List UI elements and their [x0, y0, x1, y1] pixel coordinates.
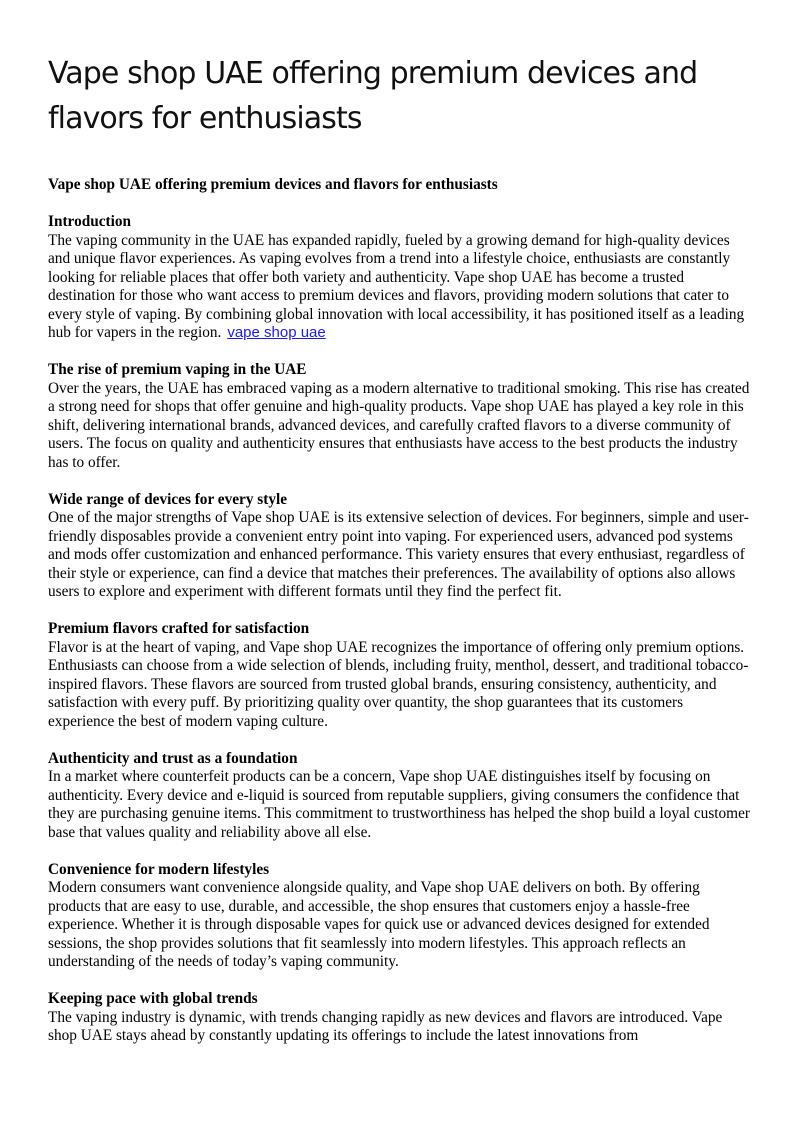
section-heading: Authenticity and trust as a foundation [48, 749, 298, 767]
section-rise-of-premium-vaping [48, 361, 753, 472]
section-text: Flavor is at the heart of vaping, and Vape shop UAE recognizes the importance of offering only premium options. Enthusiasts can choose from a wide selection of blends, including fruity, menthol, dessert, and traditional tobacco-inspired flavors. These flavors are sourced from trusted global brands, ensuring consistency, authenticity, and satisfaction with every puff. By prioritizing quality over quantity, the shop guarantees that its customers experience the best of modern vaping culture. [48, 638, 749, 730]
section-heading: The rise of premium vaping in the UAE [48, 361, 307, 378]
section-convenience [48, 861, 753, 972]
section-heading: Convenience for modern lifestyles [48, 860, 270, 878]
section-authenticity-and-trust [48, 750, 753, 843]
section-text: In a market where counterfeit products can be a concern, Vape shop UAE distinguishes itself by focusing on authenticity. Every device and e-liquid is sourced from reputable suppliers, giving consumers the confidence that they are purchasing genuine items. This commitment to trustworthiness has helped the shop build a loyal customer base that values quality and reliability above all else. [48, 768, 750, 841]
section-global-trends [48, 990, 753, 1046]
section-premium-flavors [48, 620, 753, 731]
section-heading: Introduction [48, 213, 132, 230]
section-text-content: The vaping community in the UAE has expanded rapidly, fueled by a growing demand for high-quality devices and unique flavor experiences. As vaping evolves from a trend into a lifestyle choice, enthusiasts are constantly looking for reliable places that offer both variety and authenticity. Vape shop UAE has become a trusted destination for those who want access to premium devices and flavors, providing modern solutions that cater to every style of vaping. By combining global innovation with local accessibility, it has positioned itself as a leading hub for vapers in the region. [48, 231, 745, 341]
section-wide-range-of-devices [48, 491, 753, 602]
document-body [48, 176, 753, 1064]
section-text: Modern consumers want convenience alongside quality, and Vape shop UAE delivers on both. By offering products that are easy to use, durable, and accessible, the shop ensures that customers enjoy a hassle-free experience. Whether it is through disposable vapes for quick use or advanced devices designed for extended sessions, the shop provides solutions that fit seamlessly into modern lifestyles. This approach reflects an understanding of the needs of today’s vaping community. [48, 879, 710, 970]
section-text: The vaping industry is dynamic, with trends changing rapidly as new devices and flavors are introduced. Vape shop UAE stays ahead by constantly updating its offerings to include the latest innovations from [48, 1008, 723, 1044]
section-text: One of the major strengths of Vape shop UAE is its extensive selection of devices. For beginners, simple and user-friendly disposables provide a convenient entry point into vaping. For experienced users, advanced pod systems and mods offer customization and enhanced performance. This variety ensures that every enthusiast, regardless of their style or experience, can find a device that matches their preferences. The availability of options also allows users to explore and experiment with different formats until they find the perfect fit. [48, 509, 749, 600]
section-heading: Wide range of devices for every style [48, 490, 288, 508]
section-heading: Premium flavors crafted for satisfaction [48, 620, 310, 637]
section-text: Over the years, the UAE has embraced vaping as a modern alternative to traditional smoking. This rise has created a strong need for shops that offer genuine and high-quality products. Vape shop UAE has played a key role in this shift, delivering international brands, advanced devices, and carefully crafted flavors to a diverse community of users. The focus on quality and authenticity ensures that enthusiasts have access to the best products the industry has to offer. [48, 379, 750, 471]
section-introduction [48, 213, 753, 343]
section-heading: Keeping pace with global trends [48, 990, 258, 1007]
lead-heading: Vape shop UAE offering premium devices and flavors for enthusiasts [48, 176, 498, 193]
section-text [48, 232, 753, 343]
vape-shop-uae-link[interactable]: vape shop uae [227, 324, 326, 341]
document-title: Vape shop UAE offering premium devices and flavors for enthusiasts [48, 56, 698, 136]
